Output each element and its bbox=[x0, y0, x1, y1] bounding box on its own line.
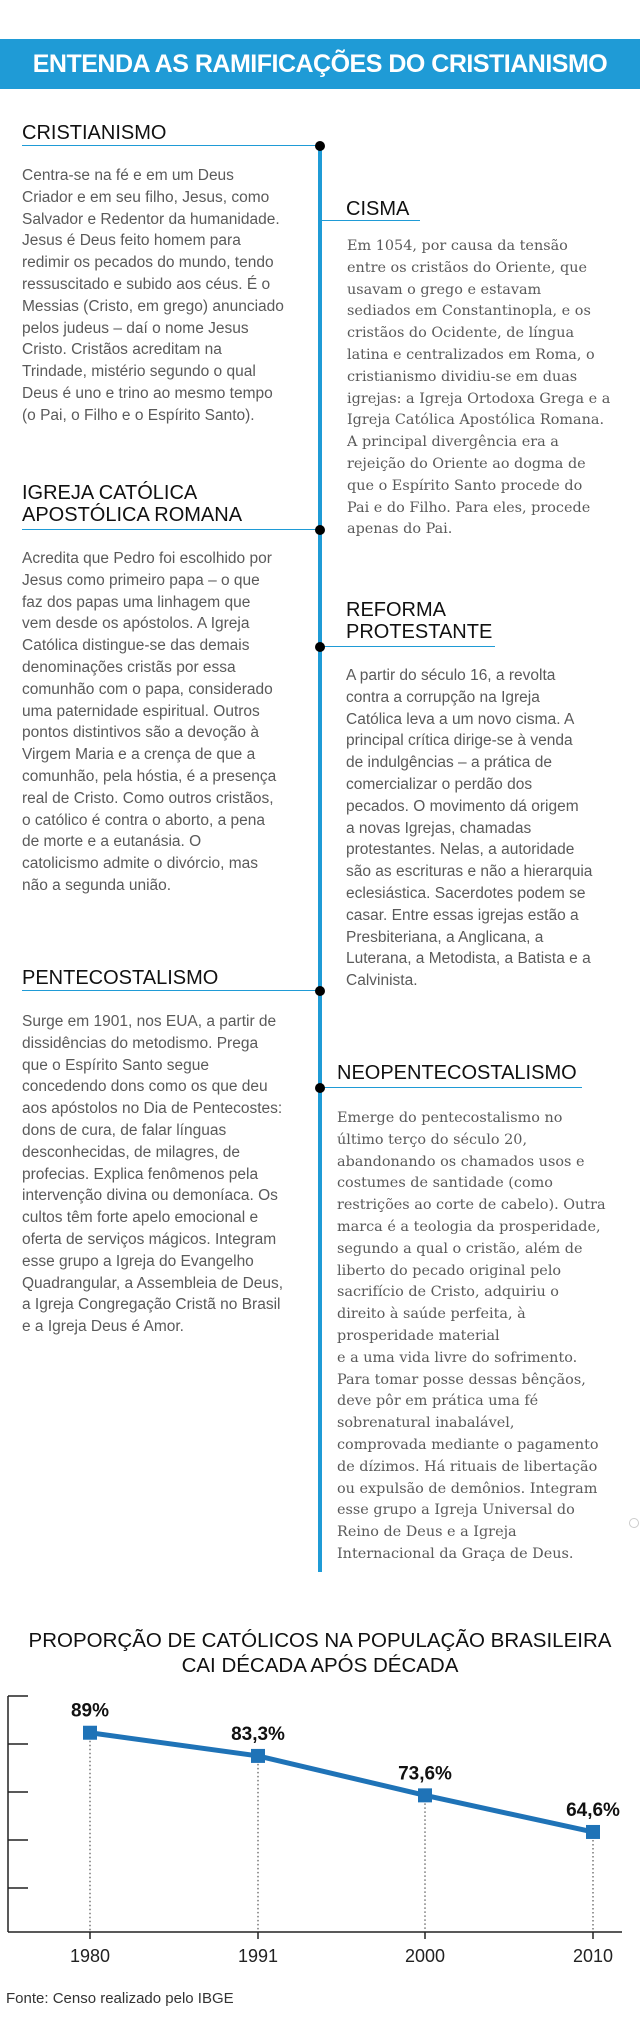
chart-title: PROPORÇÃO DE CATÓLICOS NA POPULAÇÃO BRASILEIRA CAI DÉCADA APÓS DÉCADA bbox=[28, 1629, 612, 1677]
timeline-spine bbox=[318, 144, 322, 1572]
section-text-cisma: Em 1054, por causa da tensão entre os cristãos do Oriente, que usavam o grego e estavam sediados em Constantinopla, e os cristãos do Ocidente, de língua latina e centralizados em Roma, o cristianismo dividiu-se em duas igrejas: a Igreja Ortodoxa Grega e a Igreja Católica Apostólica Romana. A principal divergência era a rejeição do Oriente ao dogma de que o Espírito Santo procede do Pai e do Filho. Para eles, procede apenas do Pai. bbox=[347, 238, 611, 538]
section-text-cristianismo: Centra-se na fé e em um Deus Criador e em seu filho, Jesus, como Salvador e Redentor da humanidade. Jesus é Deus feito homem para redimir os pecados do mundo, tendo ressuscitado e subido aos céus. É o Messias (Cristo, em grego) anunciado pelos judeus – daí o nome Jesus Cristo. Cristãos acreditam na Trindade, mistério segundo o qual Deus é uno e trino ao mesmo tempo (o Pai, o Filho e o Espírito Santo). bbox=[22, 167, 284, 424]
series-line bbox=[90, 1733, 593, 1832]
value-labels bbox=[71, 1701, 620, 1821]
data-point-1991 bbox=[251, 1749, 265, 1763]
x-tick-label-1991: 1991 bbox=[237, 1946, 279, 1966]
y-axis bbox=[8, 1696, 28, 1932]
value-label-1980: 89% bbox=[70, 1700, 110, 1722]
section-underline-pentecostalismo bbox=[22, 990, 320, 991]
section-underline-cisma bbox=[320, 220, 420, 221]
value-guides bbox=[90, 1733, 593, 1932]
value-label-1991: 83,3% bbox=[231, 1723, 285, 1745]
value-label-2000: 73,6% bbox=[398, 1763, 452, 1785]
section-title-pentecostalismo: PENTECOSTALISMO bbox=[22, 967, 219, 989]
timeline-dot-reforma bbox=[315, 642, 325, 652]
data-point-2000 bbox=[418, 1788, 432, 1802]
timeline-dot-catolica bbox=[315, 525, 325, 535]
decorative-ring bbox=[629, 1518, 639, 1528]
timeline-dot-pentecostalismo bbox=[315, 986, 325, 996]
data-point-1980 bbox=[83, 1726, 97, 1740]
section-text-pentecostalismo: Surge em 1901, nos EUA, a partir de dissidências do metodismo. Prega que o Espírito Santo segue concedendo dons como os que deu aos apóstolos no Dia de Pentecostes: dons de cura, de falar línguas desconhecidas, de milagres, de profecias. Explica fenômenos pela intervenção divina ou demoníaca. Os cultos têm forte apelo emocional e oferta de serviços mágicos. Integram esse grupo a Igreja do Evangelho Quadrangular, a Assembleia de Deus, a Igreja Congregação Cristã no Brasil e a Igreja Deus é Amor. bbox=[22, 1013, 284, 1336]
timeline-dot-cristianismo bbox=[315, 141, 325, 151]
series bbox=[83, 1723, 600, 1839]
source-note: Fonte: Censo realizado pelo IBGE bbox=[6, 1990, 234, 2007]
section-title-neopentecostalismo: NEOPENTECOSTALISMO bbox=[337, 1062, 577, 1084]
section-title-reforma: REFORMA PROTESTANTE bbox=[346, 599, 493, 643]
timeline-dot-neopentecostalismo bbox=[315, 1083, 325, 1093]
section-title-catolica: IGREJA CATÓLICA APOSTÓLICA ROMANA bbox=[22, 482, 243, 526]
page-banner-title: ENTENDA AS RAMIFICAÇÕES DO CRISTIANISMO bbox=[0, 39, 640, 89]
section-underline-catolica bbox=[22, 529, 320, 530]
section-underline-reforma bbox=[320, 646, 495, 647]
section-title-cisma: CISMA bbox=[346, 198, 410, 220]
section-underline-cristianismo bbox=[22, 145, 320, 146]
section-text-catolica: Acredita que Pedro foi escolhido por Jesus como primeiro papa – o que faz dos papas uma linhagem que vem desde os apóstolos. A Igreja Católica distingue-se das demais denominações cristãs por essa comunhão com o papa, considerado uma paternidade espiritual. Outros pontos distintivos são a devoção à Virgem Maria e a crença de que a comunhão, pela hóstia, é a presença real de Cristo. Como outros cristãos, o católico é contra o aborto, a pena de morte e a eutanásia. O catolicismo admite o divórcio, mas não a segunda união. bbox=[22, 550, 277, 894]
section-underline-neopentecostalismo bbox=[320, 1087, 582, 1088]
section-text-reforma: A partir do século 16, a revolta contra a corrupção na Igreja Católica leva a um novo cisma. A principal crítica dirige-se à venda de indulgências – a prática de comercializar o perdão dos pecados. O movimento dá origem a novas Igrejas, chamadas protestantes. Nelas, a autoridade são as escrituras e não a hierarquia eclesiástica. Sacerdotes podem se casar. Entre essas igrejas estão a Presbiteriana, a Anglicana, a Luterana, a Metodista, a Batista e a Calvinista. bbox=[346, 667, 593, 990]
x-tick-label-2000: 2000 bbox=[404, 1946, 446, 1966]
line-chart bbox=[0, 1670, 640, 1990]
x-tick-label-1980: 1980 bbox=[69, 1946, 111, 1966]
section-title-cristianismo: CRISTIANISMO bbox=[22, 122, 167, 144]
x-axis bbox=[8, 1932, 622, 1966]
x-tick-label-2010: 2010 bbox=[572, 1946, 614, 1966]
data-point-2010 bbox=[586, 1825, 600, 1839]
section-text-neopentecostalismo: Emerge do pentecostalismo no último terço do século 20, abandonando os chamados usos e costumes de santidade (como restrições ao corte de cabelo). Outra marca é a teologia da prosperidade, segundo a qual o cristão, além de liberto do pecado original pelo sacrifício de Cristo, adquiriu o direito à saúde perfeita, à prosperidade material e a uma vida livre do sofrimento. Para tomar posse dessas bênçãos, deve pôr em prática uma fé sobrenatural inabalável, comprovada mediante o pagamento de dízimos. Há rituais de libertação ou expulsão de demônios. Integram esse grupo a Igreja Universal do Reino de Deus e a Igreja Internacional da Graça de Deus. bbox=[337, 1110, 606, 1562]
value-label-2010: 64,6% bbox=[566, 1799, 620, 1821]
